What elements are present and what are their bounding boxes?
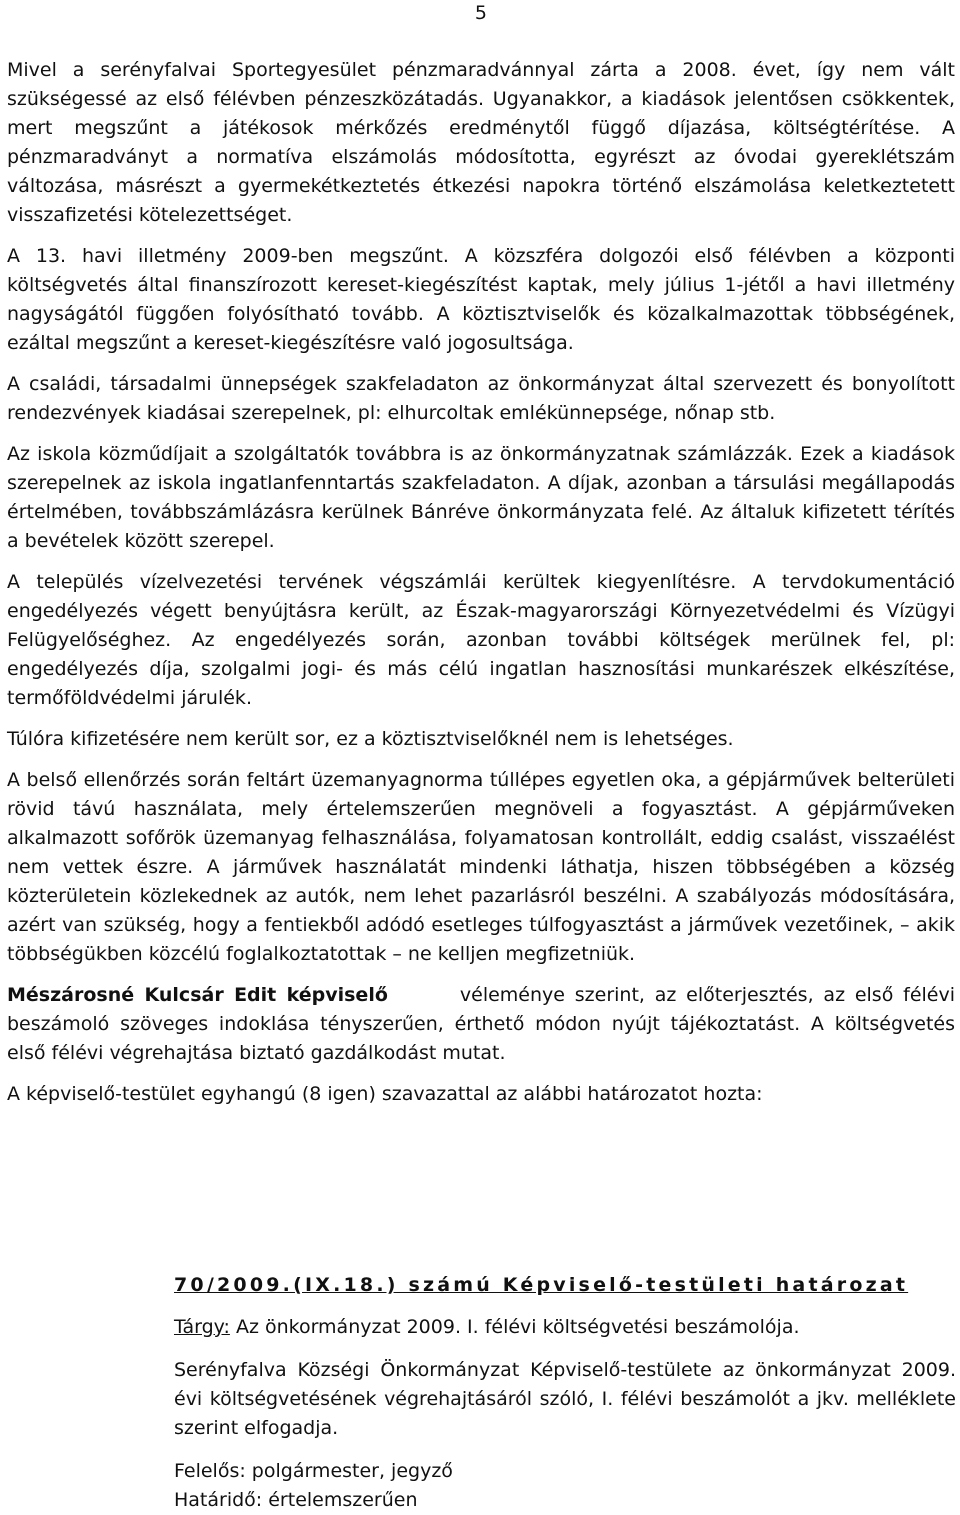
page-number: 5 bbox=[474, 2, 487, 24]
speaker-opinion-text: véleménye szerint, az előterjesztés, az első félévi beszámoló szöveges indoklása tényszerűen, érthető módon nyújt tájékoztatást. A költségvetés első félévi végrehajtása biztató gazdálkodást mutat. bbox=[7, 984, 955, 1064]
resolution-block bbox=[174, 1274, 956, 1515]
paragraph-drainage-plan: A település vízelvezetési tervének végszámlái kerültek kiegyenlítésre. A tervdokumentáció engedélyezés végett benyújtásra került, az Észak-magyarországi Környezetvédelmi és Vízügyi Felügyelőséghez. Az engedélyezés során, azonban további költségek merülnek fel, pl: engedélyezés díja, szolgalmi jogi- és más célú ingatlan hasznosítási munkarészek elkészítése, termőföldvédelmi járulék. bbox=[7, 571, 955, 709]
speaker-name: Mészárosné Kulcsár Edit képviselő bbox=[7, 984, 388, 1006]
paragraph-13th-month-salary: A 13. havi illetmény 2009-ben megszűnt. A közszféra dolgozói első félévben a központi költségvetés által finanszírozott kereset-kiegészítést kaptak, mely július 1-jétől a havi illetmény nagyságától függően folyósítható tovább. A köztisztviselők és közalkalmazottak többségének, ezáltal megszűnt a kereset-kiegészítésre való jogosultsága. bbox=[7, 245, 955, 354]
resolution-subject bbox=[174, 1313, 956, 1342]
paragraph-school-utilities: Az iskola közműdíjait a szolgáltatók továbbra is az önkormányzatnak számlázzák. Ezek a kiadások szerepelnek az iskola ingatlanfenntartás szakfeladaton. A díjak, azonban a társulási megállapodás értelmében, továbbszámlázásra kerülnek Bánréve önkormányzata felé. Az általuk kifizetett térítés a bevételek között szerepel. bbox=[7, 443, 955, 552]
resolution-subject-label: Tárgy: bbox=[174, 1316, 230, 1338]
vote-statement: A képviselő-testület egyhangú (8 igen) szavazattal az alábbi határozatot hozta: bbox=[7, 1083, 763, 1105]
resolution-title: 70/2009.(IX.18.) számú Képviselő-testületi határozat bbox=[174, 1274, 909, 1296]
resolution-deadline: Határidő: értelemszerűen bbox=[174, 1489, 418, 1511]
paragraph-speaker-opinion bbox=[7, 981, 955, 1068]
paragraph-overtime: Túlóra kifizetésére nem került sor, ez a köztisztviselőknél nem is lehetséges. bbox=[7, 728, 734, 750]
resolution-body: Serényfalva Községi Önkormányzat Képviselő-testülete az önkormányzat 2009. évi költségvetésének végrehajtásáról szóló, I. félévi beszámolót a jkv. melléklete szerint elfogadja. bbox=[174, 1359, 956, 1439]
paragraph-internal-audit: A belső ellenőrzés során feltárt üzemanyagnorma túllépes egyetlen oka, a gépjárművek belterületi rövid távú használata, mely értelemszerűen megnöveli a fogyasztást. A gépjárműveken alkalmazott sofőrök üzemanyag felhasználása, folyamatosan kontrollált, eddig csalást, visszaélést nem vettek észre. A járművek használatát mindenki láthatja, hiszen többségében a község közterületein közlekednek az autók, nem lehet pazarlásról beszélni. A szabályozás módosítására, azért van szükség, hogy a fentiekből adódó esetleges túlfogyasztást a járművek vezetőinek, – akik többségükben közcélú foglalkoztatottak – ne kelljen megfizetniük. bbox=[7, 769, 955, 965]
paragraph-celebrations: A családi, társadalmi ünnepségek szakfeladaton az önkormányzat által szervezett és bonyolított rendezvények kiadásai szerepelnek, pl: elhurcoltak emlékünnepsége, nőnap stb. bbox=[7, 373, 955, 424]
paragraph-sports-club: Mivel a serényfalvai Sportegyesület pénzmaradvánnyal zárta a 2008. évet, így nem vált szükségessé az első félévben pénzeszközátadás. Ugyanakkor, a kiadások jelentősen csökkentek, mert megszűnt a játékosok mérkőzés eredménytől függő díjazása, költségtérítése. A pénzmaradványt a normatíva elszámolás módosította, egyrészt az óvodai gyereklétszám változása, másrészt a gyermekétkeztetés étkezési napokra történő elszámolása keletkeztetett visszafizetési kötelezettséget. bbox=[7, 59, 955, 226]
resolution-subject-text: Az önkormányzat 2009. I. félévi költségvetési beszámolója. bbox=[229, 1316, 800, 1338]
document-body bbox=[7, 56, 955, 1121]
resolution-responsible: Felelős: polgármester, jegyző bbox=[174, 1460, 453, 1482]
